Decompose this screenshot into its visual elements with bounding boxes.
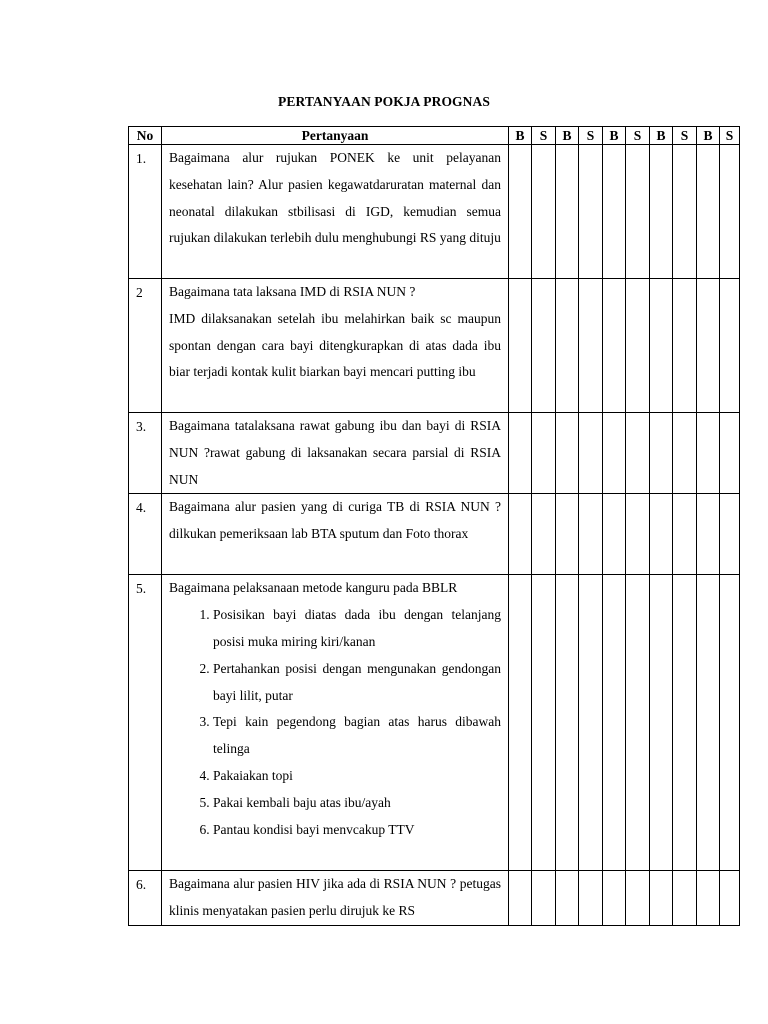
header-col: S: [532, 127, 556, 145]
answer-cell[interactable]: [532, 413, 556, 494]
table-row: [129, 279, 740, 413]
question-cell: [162, 494, 509, 575]
header-question: Pertanyaan: [162, 127, 509, 145]
question-text: Bagaimana tata laksana IMD di RSIA NUN ?: [169, 284, 416, 299]
answer-cell[interactable]: [650, 413, 673, 494]
header-col: S: [579, 127, 603, 145]
row-number: 3.: [129, 413, 162, 494]
answer-cell[interactable]: [509, 413, 532, 494]
list-item: 2. Pertahankan posisi dengan mengunakan gendongan bayi lilit, putar: [213, 656, 501, 710]
answer-cell[interactable]: [603, 494, 626, 575]
question-text: Bagaimana tatalaksana rawat gabung ibu dan bayi di RSIA NUN ?rawat gabung di laksanakan secara parsial di RSIA NUN: [169, 418, 501, 487]
table-row: [129, 145, 740, 279]
answer-cell[interactable]: [720, 279, 740, 413]
answer-cell[interactable]: [626, 279, 650, 413]
answer-cell[interactable]: [603, 413, 626, 494]
answer-cell[interactable]: [532, 575, 556, 871]
answer-cell[interactable]: [720, 494, 740, 575]
header-col: S: [720, 127, 740, 145]
answer-cell[interactable]: [556, 279, 579, 413]
kangaroo-steps-list: [169, 602, 501, 843]
answer-cell[interactable]: [673, 494, 697, 575]
answer-cell[interactable]: [720, 575, 740, 871]
answer-cell[interactable]: [697, 413, 720, 494]
question-text: Bagaimana alur pasien yang di curiga TB di RSIA NUN ? dilkukan pemeriksaan lab BTA sputum dan Foto thorax: [169, 499, 501, 542]
question-cell: [162, 279, 509, 413]
answer-cell[interactable]: [509, 871, 532, 926]
question-cell: [162, 413, 509, 494]
table-row: [129, 575, 740, 871]
answer-cell[interactable]: [579, 575, 603, 871]
answer-cell[interactable]: [626, 871, 650, 926]
row-number: 6.: [129, 871, 162, 926]
answer-cell[interactable]: [532, 145, 556, 279]
answer-cell[interactable]: [697, 494, 720, 575]
question-table: [128, 126, 740, 926]
answer-cell[interactable]: [509, 279, 532, 413]
answer-cell[interactable]: [603, 575, 626, 871]
answer-cell[interactable]: [579, 279, 603, 413]
answer-cell[interactable]: [697, 145, 720, 279]
question-cell: [162, 871, 509, 926]
answer-cell[interactable]: [650, 494, 673, 575]
list-item: 5. Pakai kembali baju atas ibu/ayah: [213, 790, 501, 817]
row-number: 1.: [129, 145, 162, 279]
answer-cell[interactable]: [579, 145, 603, 279]
answer-cell[interactable]: [556, 145, 579, 279]
table-header-row: [129, 127, 740, 145]
answer-cell[interactable]: [603, 279, 626, 413]
question-text: Bagaimana alur rujukan PONEK ke unit pelayanan kesehatan lain? Alur pasien kegawatdaruratan maternal dan neonatal dilakukan stbilisasi di IGD, kemudian semua rujukan dilakukan terlebih dulu menghubungi RS yang dituju: [169, 150, 501, 246]
answer-cell[interactable]: [626, 413, 650, 494]
header-col: B: [509, 127, 532, 145]
header-col: B: [603, 127, 626, 145]
table-row: [129, 413, 740, 494]
answer-cell[interactable]: [697, 575, 720, 871]
row-number: 2: [129, 279, 162, 413]
answer-cell[interactable]: [579, 871, 603, 926]
answer-cell[interactable]: [673, 575, 697, 871]
row-number: 5.: [129, 575, 162, 871]
answer-cell[interactable]: [650, 279, 673, 413]
list-item: 1. Posisikan bayi diatas dada ibu dengan telanjang posisi muka miring kiri/kanan: [213, 602, 501, 656]
header-col: B: [697, 127, 720, 145]
answer-cell[interactable]: [626, 575, 650, 871]
answer-cell[interactable]: [509, 145, 532, 279]
table-row: [129, 494, 740, 575]
answer-cell[interactable]: [556, 413, 579, 494]
answer-cell[interactable]: [673, 145, 697, 279]
table-row: [129, 871, 740, 926]
header-col: S: [673, 127, 697, 145]
answer-cell[interactable]: [556, 575, 579, 871]
answer-cell[interactable]: [650, 145, 673, 279]
answer-cell[interactable]: [626, 145, 650, 279]
answer-cell[interactable]: [626, 494, 650, 575]
question-text: Bagaimana alur pasien HIV jika ada di RSIA NUN ? petugas klinis menyatakan pasien perlu dirujuk ke RS: [169, 876, 501, 919]
header-col: B: [650, 127, 673, 145]
answer-cell[interactable]: [650, 871, 673, 926]
header-no: No: [129, 127, 162, 145]
answer-cell[interactable]: [556, 871, 579, 926]
answer-cell[interactable]: [673, 413, 697, 494]
list-item: 6. Pantau kondisi bayi menvcakup TTV: [213, 817, 501, 844]
answer-text: IMD dilaksanakan setelah ibu melahirkan baik sc maupun spontan dengan cara bayi ditengkurapkan di atas dada ibu biar terjadi kontak kulit biarkan bayi mencari putting ibu: [169, 310, 501, 380]
row-number: 4.: [129, 494, 162, 575]
answer-cell[interactable]: [673, 279, 697, 413]
document-title: PERTANYAAN POKJA PROGNAS: [278, 94, 490, 109]
answer-cell[interactable]: [556, 494, 579, 575]
answer-cell[interactable]: [579, 413, 603, 494]
answer-cell[interactable]: [603, 145, 626, 279]
answer-cell[interactable]: [509, 494, 532, 575]
answer-cell[interactable]: [720, 145, 740, 279]
answer-cell[interactable]: [579, 494, 603, 575]
answer-cell[interactable]: [509, 575, 532, 871]
answer-cell[interactable]: [720, 871, 740, 926]
answer-cell[interactable]: [697, 279, 720, 413]
answer-cell[interactable]: [720, 413, 740, 494]
answer-cell[interactable]: [673, 871, 697, 926]
header-col: S: [626, 127, 650, 145]
answer-cell[interactable]: [532, 494, 556, 575]
question-text: Bagaimana pelaksanaan metode kanguru pada BBLR: [169, 580, 458, 596]
list-item: 4. Pakaiakan topi: [213, 763, 501, 790]
answer-cell[interactable]: [697, 871, 720, 926]
question-cell: [162, 145, 509, 279]
answer-cell[interactable]: [603, 871, 626, 926]
answer-cell[interactable]: [532, 871, 556, 926]
answer-cell[interactable]: [650, 575, 673, 871]
answer-cell[interactable]: [532, 279, 556, 413]
header-col: B: [556, 127, 579, 145]
list-item: 3. Tepi kain pegendong bagian atas harus dibawah telinga: [213, 709, 501, 763]
question-cell: [162, 575, 509, 871]
